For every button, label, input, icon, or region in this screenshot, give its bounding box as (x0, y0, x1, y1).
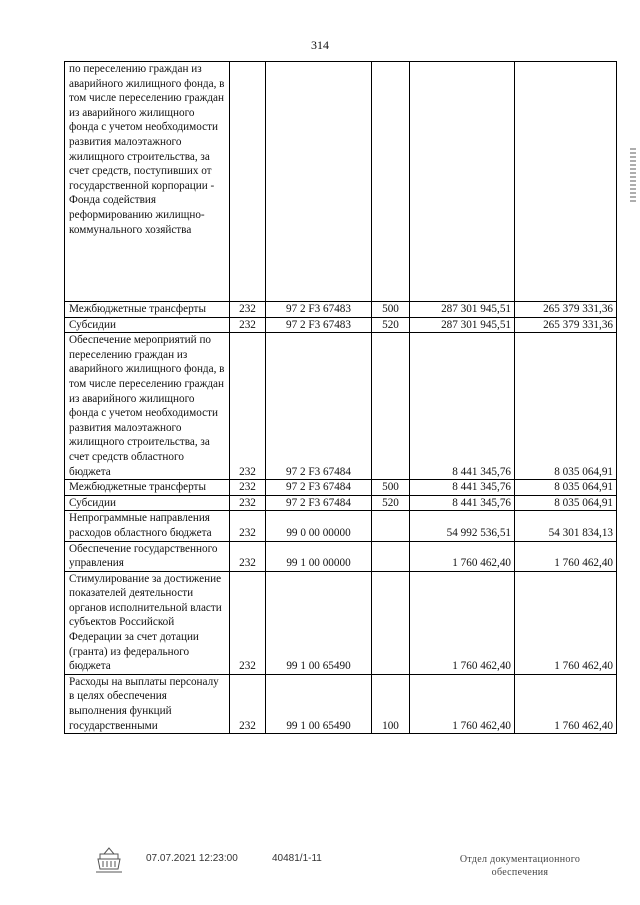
page-number: 314 (311, 38, 329, 52)
expense-name: по переселению граждан из аварийного жилищного фонда, в том числе переселению граждан из аварийного жилищного фонда с учетом необходимости развития малоэтажного жилищного строительства, за счет средств, поступивших от государственной корпорации - Фонда содействия реформированию жилищно-коммунального хозяйства (65, 62, 230, 302)
amount-2 (515, 62, 617, 302)
footer-document-code: 40481/1-11 (272, 853, 322, 864)
amount-1: 1 760 462,40 (410, 674, 515, 733)
expense-type-code: 520 (372, 317, 410, 333)
emblem-icon (92, 845, 126, 877)
amount-1: 8 441 345,76 (410, 480, 515, 496)
expense-type-code (372, 333, 410, 480)
budget-table (64, 61, 617, 734)
expense-name: Межбюджетные трансферты (65, 302, 230, 318)
expense-type-code: 500 (372, 302, 410, 318)
amount-2: 1 760 462,40 (515, 571, 617, 674)
ministry-code (230, 62, 266, 302)
expense-type-code: 520 (372, 495, 410, 511)
amount-1: 287 301 945,51 (410, 302, 515, 318)
amount-1: 8 441 345,76 (410, 495, 515, 511)
expense-name: Непрограммные направления расходов областного бюджета (65, 511, 230, 541)
ministry-code: 232 (230, 480, 266, 496)
amount-1: 1 760 462,40 (410, 541, 515, 571)
table-row (65, 302, 617, 318)
ministry-code: 232 (230, 333, 266, 480)
ministry-code: 232 (230, 674, 266, 733)
expense-type-code (372, 511, 410, 541)
amount-2: 1 760 462,40 (515, 541, 617, 571)
ministry-code: 232 (230, 302, 266, 318)
amount-2: 8 035 064,91 (515, 495, 617, 511)
program-code: 97 2 F3 67483 (266, 317, 372, 333)
ministry-code: 232 (230, 317, 266, 333)
table-row (65, 495, 617, 511)
expense-type-code (372, 541, 410, 571)
expense-name: Расходы на выплаты персоналу в целях обеспечения выполнения функций государственными (65, 674, 230, 733)
table-row (65, 571, 617, 674)
expense-name: Обеспечение государственного управления (65, 541, 230, 571)
program-code: 97 2 F3 67484 (266, 495, 372, 511)
expense-name: Обеспечение мероприятий по переселению граждан из аварийного жилищного фонда, в том числе переселению граждан из аварийного жилищного фонда с учетом необходимости развития малоэтажного жилищного строительства, за счет средств областного бюджета (65, 333, 230, 480)
table-row (65, 317, 617, 333)
amount-2: 54 301 834,13 (515, 511, 617, 541)
footer-department-line-2: обеспечения (491, 867, 549, 878)
table-row (65, 333, 617, 480)
ministry-code: 232 (230, 511, 266, 541)
amount-1 (410, 62, 515, 302)
table-row (65, 674, 617, 733)
expense-name: Стимулирование за достижение показателей деятельности органов исполнительной власти субъектов Российской Федерации за счет дотации (гранта) из федерального бюджета (65, 571, 230, 674)
table-row (65, 511, 617, 541)
table-row (65, 541, 617, 571)
expense-name: Субсидии (65, 495, 230, 511)
expense-type-code: 100 (372, 674, 410, 733)
program-code: 99 1 00 65490 (266, 571, 372, 674)
amount-1: 54 992 536,51 (410, 511, 515, 541)
expense-name: Субсидии (65, 317, 230, 333)
table-row (65, 62, 617, 302)
expense-type-code (372, 571, 410, 674)
amount-1: 8 441 345,76 (410, 333, 515, 480)
amount-2: 265 379 331,36 (515, 302, 617, 318)
footer-date: 07.07.2021 12:23:00 (146, 853, 238, 864)
program-code: 97 2 F3 67483 (266, 302, 372, 318)
program-code: 99 0 00 00000 (266, 511, 372, 541)
program-code: 99 1 00 65490 (266, 674, 372, 733)
footer-department-line-1: Отдел документационного (459, 854, 581, 865)
amount-2: 1 760 462,40 (515, 674, 617, 733)
scan-edge-mark (630, 148, 636, 204)
amount-2: 265 379 331,36 (515, 317, 617, 333)
footer-department (440, 853, 600, 879)
amount-1: 287 301 945,51 (410, 317, 515, 333)
amount-2: 8 035 064,91 (515, 480, 617, 496)
ministry-code: 232 (230, 541, 266, 571)
expense-type-code: 500 (372, 480, 410, 496)
ministry-code: 232 (230, 495, 266, 511)
program-code (266, 62, 372, 302)
amount-2: 8 035 064,91 (515, 333, 617, 480)
program-code: 97 2 F3 67484 (266, 480, 372, 496)
expense-type-code (372, 62, 410, 302)
program-code: 99 1 00 00000 (266, 541, 372, 571)
ministry-code: 232 (230, 571, 266, 674)
table-row (65, 480, 617, 496)
expense-name: Межбюджетные трансферты (65, 480, 230, 496)
amount-1: 1 760 462,40 (410, 571, 515, 674)
program-code: 97 2 F3 67484 (266, 333, 372, 480)
